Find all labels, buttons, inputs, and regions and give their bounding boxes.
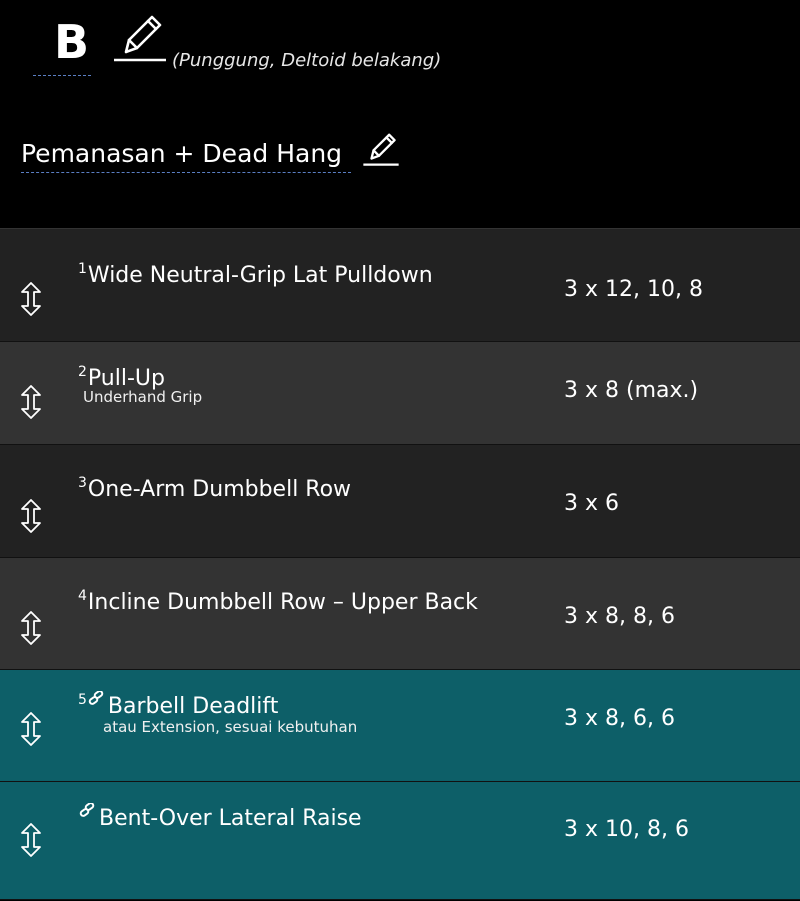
- session-title-underline: [21, 172, 351, 173]
- day-header: [0, 0, 800, 228]
- drag-handle-icon[interactable]: [18, 498, 44, 534]
- exercise-name: Wide Neutral-Grip Lat Pulldown: [87, 263, 433, 288]
- drag-handle-icon[interactable]: [18, 610, 44, 646]
- exercise-title: [78, 685, 278, 721]
- superset-link-icon: [88, 685, 104, 713]
- exercise-list: [0, 228, 800, 900]
- exercise-number: 3: [78, 475, 87, 491]
- exercise-name: Incline Dumbbell Row – Upper Back: [87, 590, 478, 615]
- exercise-number: 1: [78, 261, 87, 277]
- exercise-note: atau Extension, sesuai kebutuhan: [103, 718, 358, 736]
- exercise-row[interactable]: [0, 445, 800, 558]
- exercise-name: One-Arm Dumbbell Row: [87, 477, 352, 502]
- superset-exercise-row[interactable]: [0, 782, 800, 900]
- superset-link-icon: [79, 797, 95, 825]
- drag-handle-icon[interactable]: [18, 711, 44, 747]
- exercise-sets: 3 x 8, 6, 6: [564, 706, 675, 731]
- superset-exercise-row[interactable]: [0, 670, 800, 782]
- day-letter[interactable]: B: [54, 15, 90, 69]
- edit-session-pencil-icon[interactable]: [362, 130, 400, 168]
- exercise-sets: 3 x 10, 8, 6: [564, 817, 689, 842]
- session-title[interactable]: Pemanasan + Dead Hang: [21, 139, 343, 168]
- exercise-number: 5: [78, 692, 87, 708]
- exercise-sets: 3 x 8 (max.): [564, 378, 699, 403]
- drag-handle-icon[interactable]: [18, 281, 44, 317]
- exercise-title: [78, 582, 478, 617]
- exercise-name: Barbell Deadlift: [107, 694, 279, 719]
- exercise-row[interactable]: [0, 558, 800, 670]
- exercise-row[interactable]: [0, 229, 800, 342]
- exercise-number: 4: [78, 588, 87, 604]
- target-muscles: (Punggung, Deltoid belakang): [172, 50, 442, 71]
- exercise-title: [78, 797, 362, 833]
- exercise-title: [78, 469, 351, 504]
- exercise-sets: 3 x 12, 10, 8: [564, 277, 703, 302]
- drag-handle-icon[interactable]: [18, 822, 44, 858]
- exercise-sets: 3 x 6: [564, 491, 619, 516]
- exercise-name: Bent-Over Lateral Raise: [99, 806, 362, 831]
- exercise-name: Pull-Up: [87, 366, 165, 391]
- exercise-row[interactable]: [0, 342, 800, 445]
- day-letter-underline: [33, 75, 91, 76]
- edit-day-pencil-icon[interactable]: [112, 10, 168, 66]
- exercise-number: 2: [78, 364, 87, 380]
- drag-handle-icon[interactable]: [18, 384, 44, 420]
- exercise-title: [78, 255, 433, 290]
- exercise-sets: 3 x 8, 8, 6: [564, 604, 675, 629]
- exercise-note: Underhand Grip: [83, 388, 203, 406]
